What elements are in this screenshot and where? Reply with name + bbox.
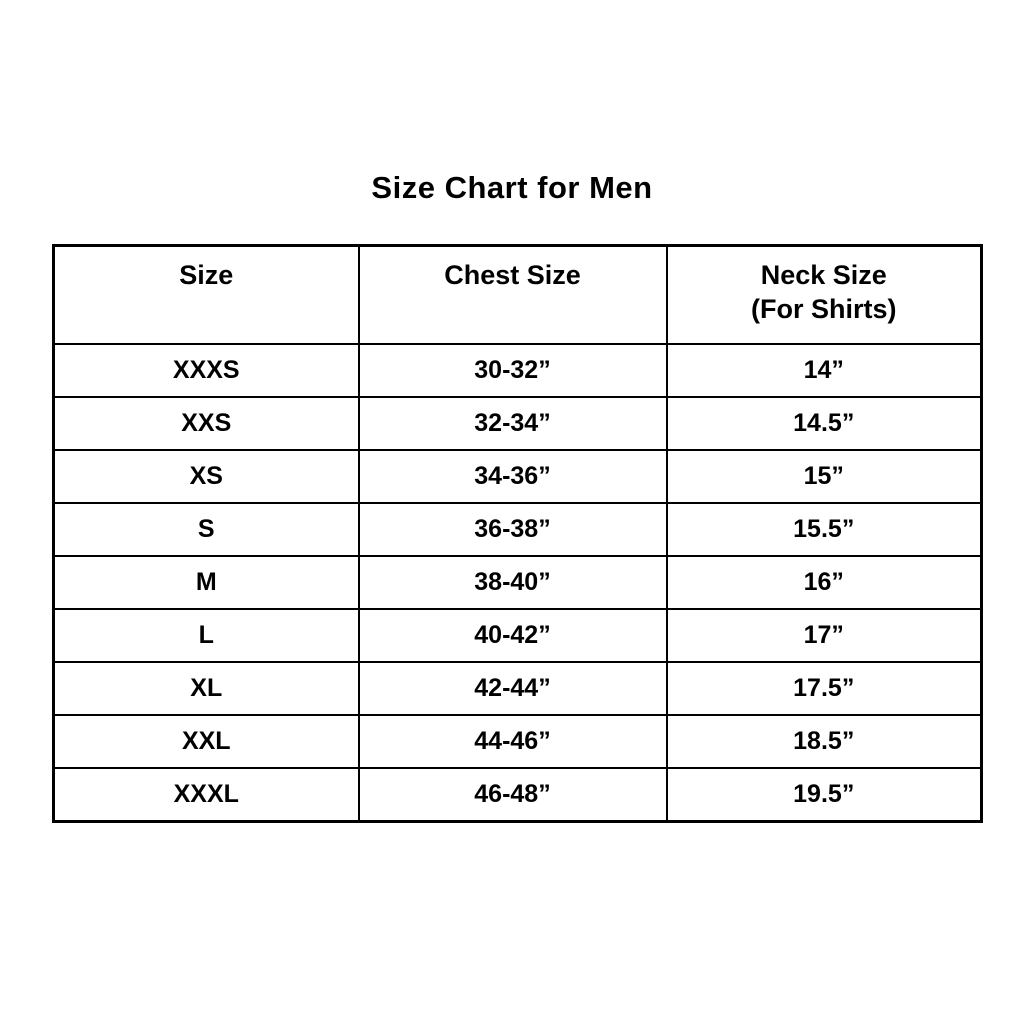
column-header-chest-size (359, 246, 667, 345)
neck-cell: 17.5” (667, 662, 982, 715)
size-cell: S (54, 503, 359, 556)
neck-cell: 18.5” (667, 715, 982, 768)
chest-cell: 46-48” (359, 768, 667, 822)
chest-cell: 42-44” (359, 662, 667, 715)
neck-cell: 17” (667, 609, 982, 662)
size-cell: XXXL (54, 768, 359, 822)
size-cell: XS (54, 450, 359, 503)
table-row (54, 556, 982, 609)
column-header-size-label: Size (179, 260, 234, 290)
column-header-neck-size-label: Neck Size (760, 260, 887, 290)
chest-cell: 30-32” (359, 344, 667, 397)
size-cell: XL (54, 662, 359, 715)
table-row (54, 503, 982, 556)
neck-cell: 14.5” (667, 397, 982, 450)
neck-cell: 15.5” (667, 503, 982, 556)
table-row (54, 344, 982, 397)
table-row (54, 450, 982, 503)
column-header-size (54, 246, 359, 345)
size-cell: L (54, 609, 359, 662)
table-row (54, 609, 982, 662)
size-cell: M (54, 556, 359, 609)
chest-cell: 44-46” (359, 715, 667, 768)
neck-cell: 14” (667, 344, 982, 397)
table-row (54, 768, 982, 822)
chest-cell: 36-38” (359, 503, 667, 556)
column-header-neck-size-sublabel: (For Shirts) (751, 294, 897, 324)
chest-cell: 40-42” (359, 609, 667, 662)
table-row (54, 715, 982, 768)
column-header-chest-size-label: Chest Size (444, 260, 581, 290)
size-cell: XXL (54, 715, 359, 768)
table-row (54, 662, 982, 715)
size-cell: XXXS (54, 344, 359, 397)
chest-cell: 34-36” (359, 450, 667, 503)
chest-cell: 32-34” (359, 397, 667, 450)
column-header-neck-size (667, 246, 982, 345)
neck-cell: 16” (667, 556, 982, 609)
table-row (54, 397, 982, 450)
chest-cell: 38-40” (359, 556, 667, 609)
size-chart-table (52, 244, 983, 823)
page-title: Size Chart for Men (371, 170, 653, 205)
header-row (54, 246, 982, 345)
neck-cell: 15” (667, 450, 982, 503)
size-cell: XXS (54, 397, 359, 450)
neck-cell: 19.5” (667, 768, 982, 822)
